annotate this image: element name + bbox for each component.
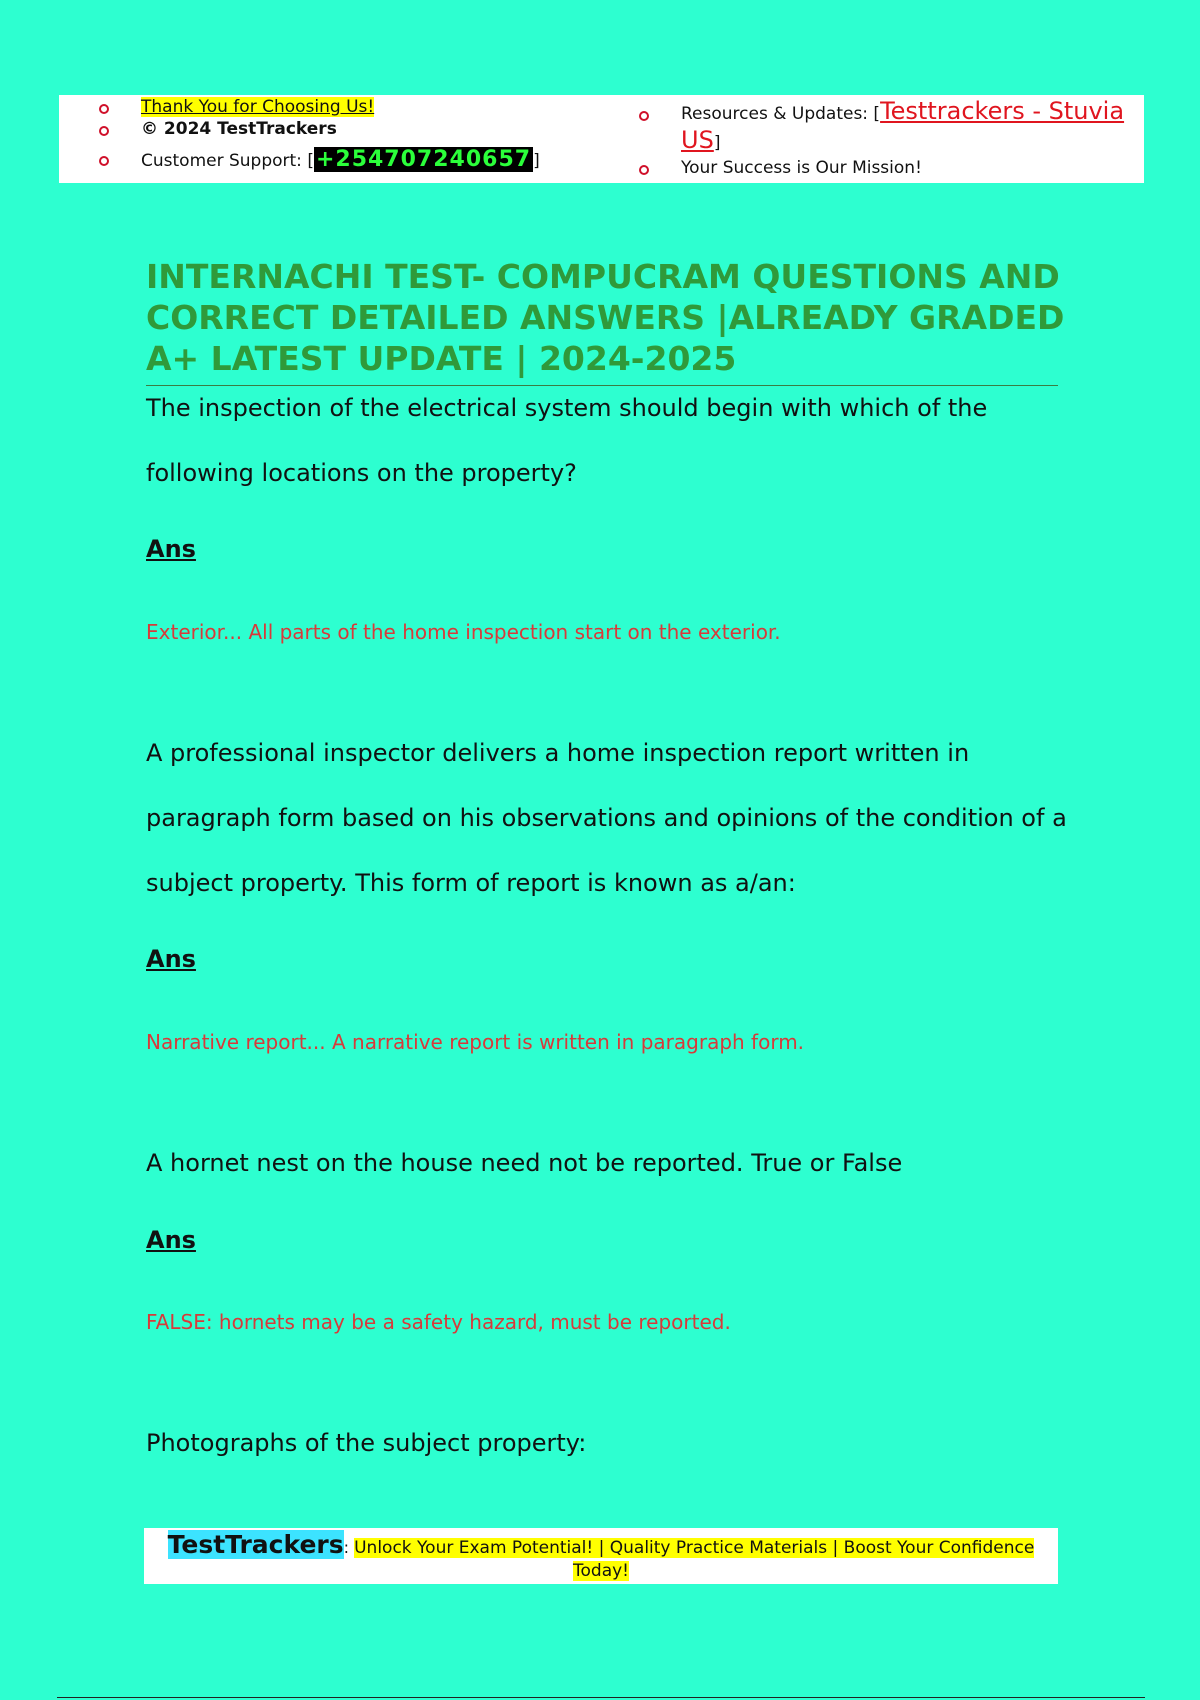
answer-label-1: Ans xyxy=(146,535,196,563)
bullet-icon xyxy=(639,111,649,121)
bullet-icon xyxy=(99,104,109,114)
copyright-text: © 2024 TestTrackers xyxy=(141,119,337,139)
mission-text: Your Success is Our Mission! xyxy=(681,158,922,178)
answer-2: Narrative report... A narrative report is written in paragraph form. xyxy=(146,1030,805,1054)
support-phone[interactable]: +254707240657 xyxy=(315,147,532,172)
page-bottom-divider xyxy=(57,1697,1145,1698)
resources-link[interactable]: Testtrackers - Stuvia xyxy=(880,97,1125,125)
question-2-line-3: subject property. This form of report is known as a/an: xyxy=(146,869,796,897)
bullet-icon xyxy=(99,126,109,136)
brand-name: TestTrackers xyxy=(167,1530,344,1559)
resources-line-2 xyxy=(681,126,720,154)
answer-label-2: Ans xyxy=(146,945,196,973)
resources-close: ] xyxy=(713,133,721,153)
bullet-icon xyxy=(99,156,109,166)
document-title: INTERNACHI TEST- COMPUCRAM QUESTIONS AND CORRECT DETAILED ANSWERS |ALREADY GRADED A+ LATEST UPDATE | 2024-2025 xyxy=(146,257,1065,378)
document-header xyxy=(59,95,1144,183)
support-label: Customer Support: [ xyxy=(141,151,314,171)
answer-1: Exterior... All parts of the home inspection start on the exterior. xyxy=(146,620,781,644)
answer-label-3: Ans xyxy=(146,1226,196,1254)
resources-line xyxy=(681,97,1124,125)
support-line xyxy=(141,147,540,172)
thank-you-text: Thank You for Choosing Us! xyxy=(141,97,375,117)
brand-separator: : xyxy=(343,1538,355,1557)
question-2-line-1: A professional inspector delivers a home inspection report written in xyxy=(146,739,970,767)
question-1-line-2: following locations on the property? xyxy=(146,459,577,487)
support-close: ] xyxy=(533,151,540,171)
banner-line-1 xyxy=(144,1530,1058,1559)
question-3-line-1: A hornet nest on the house need not be reported. True or False xyxy=(146,1149,903,1177)
answer-3: FALSE: hornets may be a safety hazard, must be reported. xyxy=(146,1310,731,1334)
resources-link-cont[interactable]: US xyxy=(681,126,714,154)
resources-label: Resources & Updates: [ xyxy=(681,104,881,124)
question-4-line-1: Photographs of the subject property: xyxy=(146,1429,587,1457)
footer-banner xyxy=(144,1528,1058,1584)
tagline-part-2: Today! xyxy=(573,1561,629,1581)
banner-line-2 xyxy=(144,1561,1058,1581)
tagline-part-1: Unlock Your Exam Potential! | Quality Practice Materials | Boost Your Confidence xyxy=(354,1538,1035,1558)
question-2-line-2: paragraph form based on his observations and opinions of the condition of a xyxy=(146,804,1067,832)
bullet-icon xyxy=(639,165,649,175)
question-1-line-1: The inspection of the electrical system should begin with which of the xyxy=(146,394,988,422)
